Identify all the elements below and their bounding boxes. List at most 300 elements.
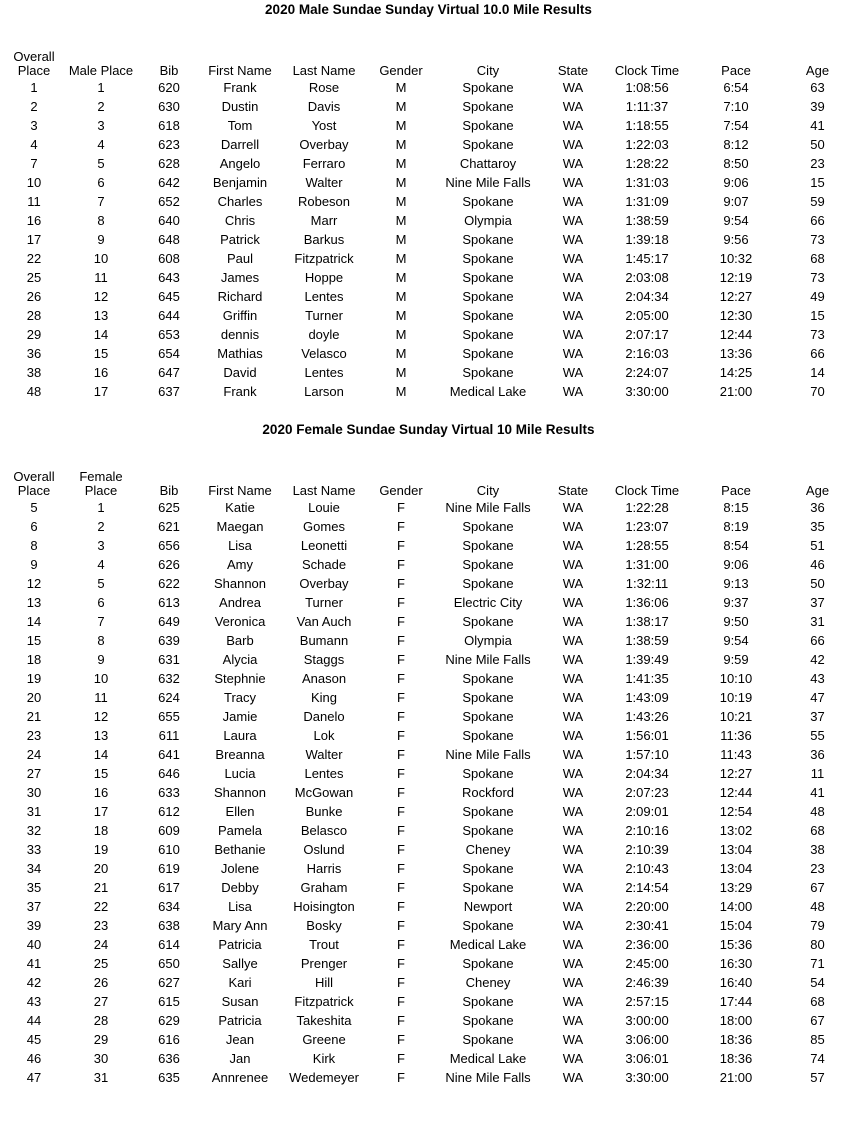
state-cell: WA (562, 671, 584, 686)
bib-cell: 616 (158, 1032, 180, 1047)
pace-cell: 12:19 (719, 270, 753, 285)
bib-cell: 637 (158, 384, 180, 399)
last-name-cell: Wedemeyer (289, 1070, 359, 1085)
state-cell: WA (562, 994, 584, 1009)
table-row (0, 382, 857, 401)
division-place-cell: 15 (93, 346, 109, 361)
overall-place-cell: 16 (26, 213, 42, 228)
state-cell: WA (562, 899, 584, 914)
state-cell: WA (562, 1032, 584, 1047)
division-place-cell: 14 (93, 327, 109, 342)
pace-cell: 12:44 (719, 327, 753, 342)
last-name-cell: Lentes (304, 365, 344, 380)
city-cell: Spokane (462, 1032, 514, 1047)
header-bib: Bib (159, 483, 179, 498)
overall-place-cell: 15 (26, 633, 42, 648)
city-cell: Cheney (465, 842, 511, 857)
gender-cell: F (397, 519, 405, 534)
last-name-cell: Harris (306, 861, 342, 876)
last-name-cell: Overbay (299, 576, 349, 591)
age-cell: 42 (810, 652, 825, 667)
first-name-cell: Barb (226, 633, 254, 648)
table-row (0, 726, 857, 745)
clock-time-cell: 2:16:03 (625, 346, 669, 361)
clock-time-cell: 1:38:59 (625, 633, 669, 648)
pace-cell: 18:00 (719, 1013, 753, 1028)
last-name-cell: Bumann (299, 633, 349, 648)
table-row (0, 650, 857, 669)
clock-time-cell: 2:03:08 (625, 270, 669, 285)
division-place-cell: 29 (93, 1032, 109, 1047)
header-city: City (476, 483, 500, 498)
pace-cell: 12:44 (719, 785, 753, 800)
first-name-cell: Sallye (222, 956, 258, 971)
bib-cell: 643 (158, 270, 180, 285)
first-name-cell: Lisa (228, 899, 252, 914)
table-row (0, 135, 857, 154)
first-name-cell: Shannon (213, 576, 267, 591)
last-name-cell: Staggs (303, 652, 345, 667)
division-place-cell: 18 (93, 823, 109, 838)
last-name-cell: Kirk (312, 1051, 336, 1066)
pace-cell: 9:06 (723, 557, 749, 572)
city-cell: Spokane (462, 289, 514, 304)
state-cell: WA (562, 99, 584, 114)
pace-cell: 16:30 (719, 956, 753, 971)
last-name-cell: Gomes (303, 519, 345, 534)
overall-place-cell: 45 (26, 1032, 42, 1047)
gender-cell: F (397, 671, 405, 686)
clock-time-cell: 3:06:01 (625, 1051, 669, 1066)
division-place-cell: 8 (97, 213, 105, 228)
age-cell: 38 (810, 842, 825, 857)
table-row (0, 935, 857, 954)
header-clock-time: Clock Time (614, 63, 680, 78)
age-cell: 11 (810, 766, 825, 781)
state-cell: WA (562, 766, 584, 781)
first-name-cell: Frank (223, 80, 257, 95)
clock-time-cell: 1:32:11 (625, 576, 669, 591)
clock-time-cell: 1:11:37 (625, 99, 669, 114)
last-name-cell: doyle (308, 327, 340, 342)
city-cell: Spokane (462, 270, 514, 285)
age-cell: 23 (810, 156, 825, 171)
last-name-cell: Schade (301, 557, 347, 572)
division-place-cell: 7 (97, 614, 105, 629)
division-place-cell: 20 (93, 861, 109, 876)
state-cell: WA (562, 118, 584, 133)
pace-cell: 7:10 (723, 99, 749, 114)
gender-cell: F (397, 842, 405, 857)
age-cell: 68 (810, 823, 825, 838)
clock-time-cell: 2:07:17 (625, 327, 669, 342)
header-male-place: Male Place (68, 63, 134, 78)
gender-cell: M (395, 365, 407, 380)
age-cell: 66 (810, 213, 825, 228)
gender-cell: F (397, 899, 405, 914)
pace-cell: 8:19 (723, 519, 749, 534)
first-name-cell: Maegan (216, 519, 264, 534)
pace-cell: 11:43 (720, 747, 752, 762)
bib-cell: 627 (158, 975, 180, 990)
table-row (0, 631, 857, 650)
male-results-body (0, 78, 857, 401)
bib-cell: 650 (158, 956, 180, 971)
city-cell: Spokane (462, 99, 514, 114)
overall-place-cell: 12 (26, 576, 42, 591)
pace-cell: 12:30 (719, 308, 753, 323)
header-female-place: Female Place (79, 469, 123, 498)
division-place-cell: 12 (93, 289, 109, 304)
last-name-cell: Turner (305, 308, 343, 323)
header-first-name: First Name (208, 483, 272, 498)
gender-cell: F (397, 1070, 405, 1085)
division-place-cell: 10 (93, 251, 109, 266)
state-cell: WA (562, 1070, 584, 1085)
pace-cell: 13:29 (719, 880, 753, 895)
bib-cell: 648 (158, 232, 180, 247)
header-pace: Pace (721, 483, 751, 498)
overall-place-cell: 21 (26, 709, 42, 724)
age-cell: 41 (810, 785, 825, 800)
gender-cell: M (395, 327, 407, 342)
gender-cell: F (397, 633, 405, 648)
division-place-cell: 5 (97, 576, 105, 591)
overall-place-cell: 28 (26, 308, 42, 323)
age-cell: 50 (810, 137, 825, 152)
state-cell: WA (562, 937, 584, 952)
clock-time-cell: 1:28:22 (625, 156, 669, 171)
pace-cell: 8:15 (723, 500, 749, 515)
overall-place-cell: 20 (26, 690, 42, 705)
header-pace: Pace (721, 63, 751, 78)
bib-cell: 623 (158, 137, 180, 152)
header-last-name: Last Name (292, 63, 356, 78)
table-row (0, 517, 857, 536)
state-cell: WA (562, 538, 584, 553)
division-place-cell: 23 (93, 918, 109, 933)
age-cell: 48 (810, 899, 825, 914)
clock-time-cell: 1:43:09 (625, 690, 669, 705)
gender-cell: M (395, 175, 407, 190)
pace-cell: 14:25 (719, 365, 753, 380)
age-cell: 85 (810, 1032, 825, 1047)
clock-time-cell: 1:36:06 (625, 595, 669, 610)
first-name-cell: dennis (220, 327, 260, 342)
table-row (0, 802, 857, 821)
bib-cell: 624 (158, 690, 180, 705)
age-cell: 70 (810, 384, 825, 399)
header-gender: Gender (379, 63, 423, 78)
header-clock-time: Clock Time (614, 483, 680, 498)
overall-place-cell: 42 (26, 975, 42, 990)
clock-time-cell: 3:30:00 (625, 1070, 669, 1085)
bib-cell: 636 (158, 1051, 180, 1066)
city-cell: Spokane (462, 118, 514, 133)
age-cell: 55 (810, 728, 825, 743)
first-name-cell: Andrea (219, 595, 261, 610)
table-row (0, 173, 857, 192)
gender-cell: M (395, 289, 407, 304)
pace-cell: 8:50 (723, 156, 749, 171)
age-cell: 14 (810, 365, 825, 380)
city-cell: Spokane (462, 956, 514, 971)
division-place-cell: 2 (97, 99, 105, 114)
female-results-title: 2020 Female Sundae Sunday Virtual 10 Mile Results (262, 422, 595, 437)
age-cell: 36 (810, 500, 825, 515)
pace-cell: 21:00 (719, 384, 753, 399)
pace-cell: 21:00 (719, 1070, 753, 1085)
division-place-cell: 5 (97, 156, 105, 171)
state-cell: WA (562, 614, 584, 629)
gender-cell: F (397, 728, 405, 743)
first-name-cell: Patricia (218, 937, 262, 952)
gender-cell: F (397, 557, 405, 572)
female-header-row (0, 468, 857, 498)
state-cell: WA (562, 652, 584, 667)
first-name-cell: Griffin (222, 308, 258, 323)
division-place-cell: 26 (93, 975, 109, 990)
last-name-cell: Oslund (303, 842, 345, 857)
bib-cell: 628 (158, 156, 180, 171)
bib-cell: 654 (158, 346, 180, 361)
age-cell: 50 (810, 576, 825, 591)
clock-time-cell: 2:14:54 (625, 880, 669, 895)
clock-time-cell: 1:18:55 (625, 118, 669, 133)
pace-cell: 18:36 (719, 1032, 753, 1047)
male-results-title: 2020 Male Sundae Sunday Virtual 10.0 Mile Results (265, 2, 592, 17)
age-cell: 73 (810, 232, 825, 247)
overall-place-cell: 10 (26, 175, 42, 190)
age-cell: 48 (810, 804, 825, 819)
pace-cell: 9:54 (723, 633, 749, 648)
state-cell: WA (562, 595, 584, 610)
pace-cell: 9:54 (723, 213, 749, 228)
header-last-name: Last Name (292, 483, 356, 498)
last-name-cell: Turner (305, 595, 343, 610)
city-cell: Spokane (462, 861, 514, 876)
header-age: Age (805, 63, 830, 78)
gender-cell: F (397, 576, 405, 591)
table-row (0, 344, 857, 363)
overall-place-cell: 38 (26, 365, 42, 380)
header-first-name: First Name (208, 63, 272, 78)
overall-place-cell: 7 (30, 156, 38, 171)
pace-cell: 9:06 (723, 175, 749, 190)
state-cell: WA (562, 289, 584, 304)
city-cell: Medical Lake (449, 384, 527, 399)
pace-cell: 10:21 (719, 709, 753, 724)
division-place-cell: 4 (97, 557, 105, 572)
header-gender: Gender (379, 483, 423, 498)
overall-place-cell: 23 (26, 728, 42, 743)
division-place-cell: 9 (97, 232, 105, 247)
overall-place-cell: 29 (26, 327, 42, 342)
last-name-cell: Van Auch (296, 614, 352, 629)
bib-cell: 638 (158, 918, 180, 933)
state-cell: WA (562, 137, 584, 152)
table-row (0, 669, 857, 688)
last-name-cell: Hill (314, 975, 334, 990)
last-name-cell: Fitzpatrick (294, 994, 354, 1009)
clock-time-cell: 2:10:16 (625, 823, 669, 838)
city-cell: Nine Mile Falls (445, 652, 531, 667)
clock-time-cell: 1:39:18 (625, 232, 669, 247)
table-row (0, 745, 857, 764)
age-cell: 36 (810, 747, 825, 762)
age-cell: 54 (810, 975, 825, 990)
overall-place-cell: 35 (26, 880, 42, 895)
pace-cell: 10:19 (719, 690, 753, 705)
overall-place-cell: 27 (26, 766, 42, 781)
last-name-cell: Lentes (304, 766, 344, 781)
state-cell: WA (562, 308, 584, 323)
state-cell: WA (562, 194, 584, 209)
state-cell: WA (562, 975, 584, 990)
overall-place-cell: 3 (30, 118, 38, 133)
clock-time-cell: 1:08:56 (625, 80, 669, 95)
clock-time-cell: 3:06:00 (625, 1032, 669, 1047)
overall-place-cell: 5 (30, 500, 38, 515)
age-cell: 31 (810, 614, 825, 629)
bib-cell: 655 (158, 709, 180, 724)
division-place-cell: 19 (93, 842, 109, 857)
bib-cell: 630 (158, 99, 180, 114)
division-place-cell: 25 (93, 956, 109, 971)
overall-place-cell: 41 (26, 956, 42, 971)
gender-cell: F (397, 614, 405, 629)
overall-place-cell: 44 (26, 1013, 42, 1028)
first-name-cell: Jan (229, 1051, 251, 1066)
clock-time-cell: 2:04:34 (625, 289, 669, 304)
city-cell: Spokane (462, 519, 514, 534)
city-cell: Newport (463, 899, 513, 914)
overall-place-cell: 8 (30, 538, 38, 553)
division-place-cell: 22 (93, 899, 109, 914)
state-cell: WA (562, 956, 584, 971)
division-place-cell: 24 (93, 937, 109, 952)
state-cell: WA (562, 80, 584, 95)
state-cell: WA (562, 880, 584, 895)
clock-time-cell: 1:56:01 (625, 728, 669, 743)
state-cell: WA (562, 519, 584, 534)
state-cell: WA (562, 1051, 584, 1066)
age-cell: 41 (810, 118, 825, 133)
pace-cell: 9:56 (723, 232, 749, 247)
header-bib: Bib (159, 63, 179, 78)
gender-cell: F (397, 595, 405, 610)
bib-cell: 642 (158, 175, 180, 190)
city-cell: Spokane (462, 671, 514, 686)
overall-place-cell: 48 (26, 384, 42, 399)
table-row (0, 878, 857, 897)
pace-cell: 9:59 (723, 652, 749, 667)
division-place-cell: 17 (93, 384, 109, 399)
city-cell: Electric City (453, 595, 523, 610)
division-place-cell: 31 (93, 1070, 109, 1085)
division-place-cell: 8 (97, 633, 105, 648)
division-place-cell: 16 (93, 365, 109, 380)
gender-cell: F (397, 918, 405, 933)
first-name-cell: Mary Ann (212, 918, 268, 933)
clock-time-cell: 1:38:59 (625, 213, 669, 228)
table-row (0, 154, 857, 173)
table-row (0, 1030, 857, 1049)
bib-cell: 626 (158, 557, 180, 572)
state-cell: WA (562, 232, 584, 247)
division-place-cell: 1 (97, 80, 105, 95)
overall-place-cell: 14 (26, 614, 42, 629)
table-row (0, 230, 857, 249)
division-place-cell: 7 (97, 194, 105, 209)
first-name-cell: Debby (221, 880, 259, 895)
gender-cell: F (397, 500, 405, 515)
table-row (0, 1049, 857, 1068)
table-row (0, 306, 857, 325)
city-cell: Spokane (462, 538, 514, 553)
city-cell: Nine Mile Falls (445, 500, 531, 515)
gender-cell: F (397, 538, 405, 553)
clock-time-cell: 2:07:23 (625, 785, 669, 800)
first-name-cell: Shannon (213, 785, 267, 800)
header-overall-place: Overall Place (13, 469, 55, 498)
first-name-cell: David (223, 365, 257, 380)
city-cell: Spokane (462, 1013, 514, 1028)
overall-place-cell: 33 (26, 842, 42, 857)
state-cell: WA (562, 918, 584, 933)
last-name-cell: Greene (302, 1032, 346, 1047)
gender-cell: F (397, 652, 405, 667)
pace-cell: 9:37 (723, 595, 749, 610)
table-row (0, 954, 857, 973)
table-row (0, 593, 857, 612)
last-name-cell: Larson (304, 384, 344, 399)
last-name-cell: Walter (305, 747, 343, 762)
gender-cell: F (397, 861, 405, 876)
bib-cell: 610 (158, 842, 180, 857)
division-place-cell: 6 (97, 175, 105, 190)
first-name-cell: James (220, 270, 260, 285)
pace-cell: 18:36 (719, 1051, 753, 1066)
table-row (0, 574, 857, 593)
city-cell: Spokane (462, 251, 514, 266)
gender-cell: F (397, 804, 405, 819)
city-cell: Nine Mile Falls (445, 1070, 531, 1085)
last-name-cell: Walter (305, 175, 343, 190)
pace-cell: 7:54 (723, 118, 749, 133)
bib-cell: 634 (158, 899, 180, 914)
overall-place-cell: 19 (26, 671, 42, 686)
city-cell: Spokane (462, 690, 514, 705)
overall-place-cell: 34 (26, 861, 42, 876)
clock-time-cell: 1:23:07 (625, 519, 669, 534)
state-cell: WA (562, 557, 584, 572)
age-cell: 47 (810, 690, 825, 705)
header-overall-place: Overall Place (13, 49, 55, 78)
first-name-cell: Benjamin (212, 175, 268, 190)
clock-time-cell: 1:31:03 (625, 175, 669, 190)
city-cell: Medical Lake (449, 1051, 527, 1066)
first-name-cell: Jolene (220, 861, 260, 876)
overall-place-cell: 25 (26, 270, 42, 285)
last-name-cell: Leonetti (300, 538, 348, 553)
pace-cell: 9:50 (723, 614, 749, 629)
city-cell: Spokane (462, 137, 514, 152)
city-cell: Spokane (462, 614, 514, 629)
bib-cell: 625 (158, 500, 180, 515)
pace-cell: 6:54 (723, 80, 749, 95)
table-row (0, 192, 857, 211)
